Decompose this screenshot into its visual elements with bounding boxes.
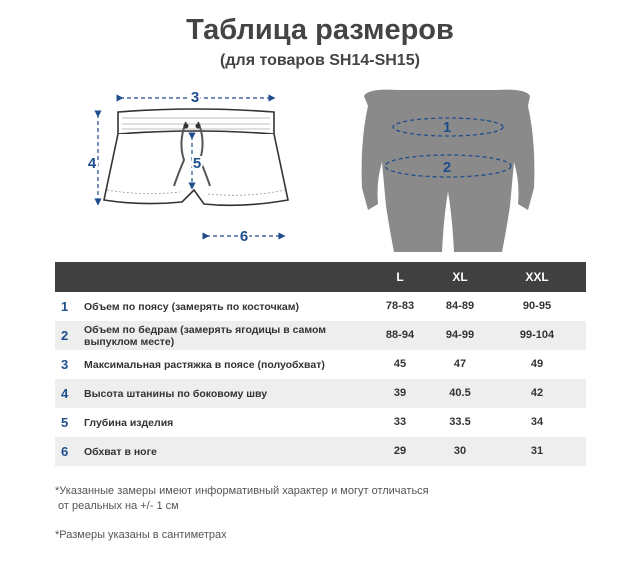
row-number: 6 [61, 444, 69, 459]
table-row [55, 292, 586, 321]
cell-xxl: 34 [530, 416, 544, 428]
footnote-tolerance: от реальных на +/- 1 см [58, 500, 179, 512]
cell-xl: 94-99 [445, 329, 475, 341]
table-header [55, 262, 586, 292]
cell-l: 29 [393, 445, 407, 457]
cell-xl: 33.5 [449, 416, 471, 428]
row-number: 3 [61, 357, 69, 372]
cell-xl: 84-89 [445, 300, 475, 312]
size-table [55, 262, 586, 466]
cell-xxl: 99-104 [519, 329, 555, 341]
row-description: Объем по поясу (замерять по косточкам) [84, 300, 300, 313]
row-description: Максимальная растяжка в поясе (полуобхват) [84, 358, 325, 371]
dim-label-4: 4 [87, 155, 97, 172]
footnote-measurements: *Указанные замеры имеют информативный характер и могут отличаться [55, 485, 429, 497]
cell-xl: 47 [453, 358, 467, 370]
cell-l: 45 [393, 358, 407, 370]
cell-l: 78-83 [385, 300, 415, 312]
table-row [55, 408, 586, 437]
page-subtitle: (для товаров SH14-SH15) [220, 52, 420, 69]
cell-l: 39 [393, 387, 407, 399]
shorts-diagram [82, 82, 322, 252]
column-header-xl: XL [452, 270, 468, 284]
cell-l: 33 [393, 416, 407, 428]
row-number: 4 [61, 386, 69, 401]
table-row [55, 379, 586, 408]
row-description: Высота штанины по боковому шву [84, 387, 268, 400]
cell-xxl: 49 [530, 358, 544, 370]
table-row [55, 437, 586, 466]
cell-xxl: 31 [530, 445, 544, 457]
row-description: Объем по бедрам (замерять ягодицы в самом выпуклом месте) [84, 323, 327, 348]
dim-label-6: 6 [239, 228, 249, 245]
table-row [55, 350, 586, 379]
cell-xl: 30 [453, 445, 467, 457]
body-label-1: 1 [442, 119, 452, 136]
cell-xl: 40.5 [449, 387, 471, 399]
row-description: Обхват в ноге [84, 445, 157, 458]
page-title: Таблица размеров [186, 14, 454, 46]
row-number: 5 [61, 415, 69, 430]
cell-xxl: 90-95 [522, 300, 552, 312]
body-silhouette [358, 82, 536, 252]
row-number: 2 [61, 328, 69, 343]
footnote-units: *Размеры указаны в сантиметрах [55, 529, 227, 541]
cell-l: 88-94 [385, 329, 415, 341]
dim-label-3: 3 [190, 89, 200, 106]
body-label-2: 2 [442, 159, 452, 176]
dim-label-5: 5 [192, 155, 202, 172]
cell-xxl: 42 [530, 387, 544, 399]
column-header-l: L [396, 270, 404, 284]
row-description: Глубина изделия [84, 416, 174, 429]
row-number: 1 [61, 299, 69, 314]
table-row [55, 321, 586, 350]
column-header-xxl: XXL [525, 270, 549, 284]
